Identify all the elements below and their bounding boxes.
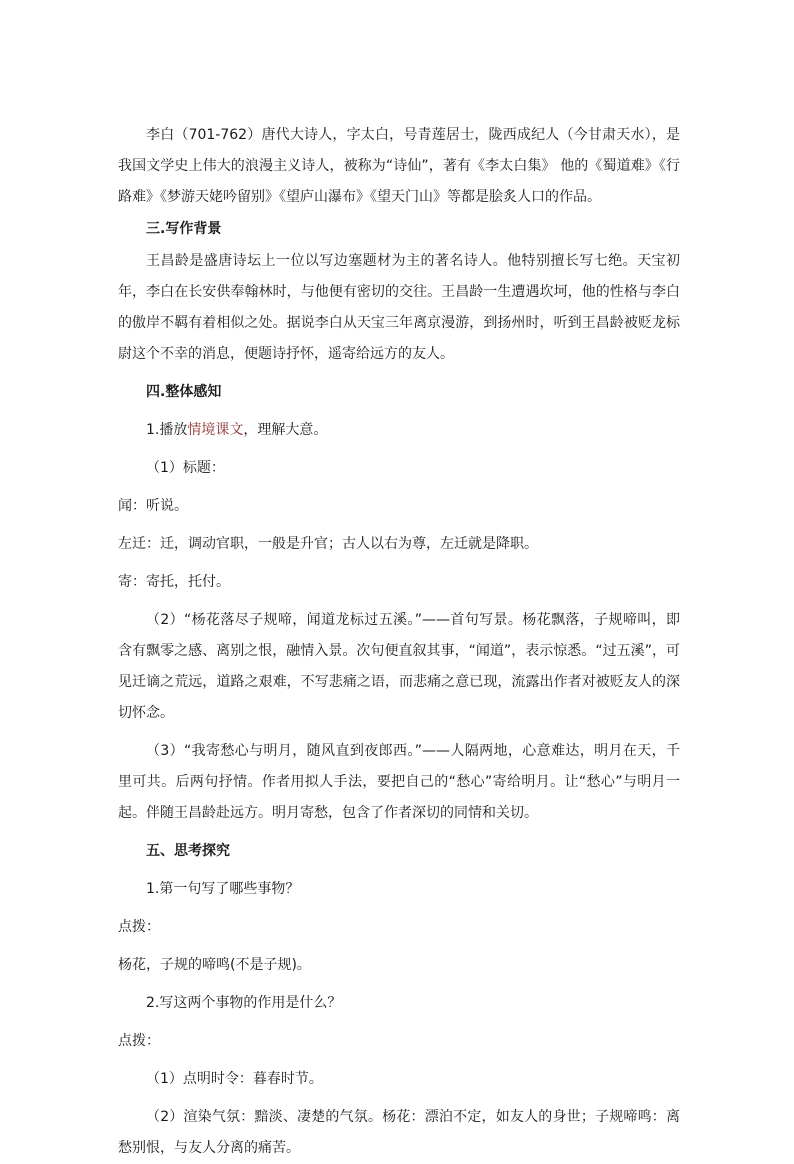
- highlight-link-text[interactable]: 情境课文: [187, 422, 244, 438]
- paragraph-ji: 寄：寄托，托付。: [118, 574, 230, 590]
- paragraph-line-one-two: （2）“杨花落尽子规啼，闻道龙标过五溪。”——首句写景。杨花飘落，子规啼叫，即含有飘零之感、离别之恨，融情入景。次句便直叙其事，“闻道”，表示惊悉。“过五溪”，可见迁谪之荒远，道路之艰难，不写悲痛之语，而悲痛之意已现，流露出作者对被贬友人的深切怀念。: [118, 612, 680, 721]
- paragraph-title-label: （1）标题：: [146, 460, 225, 476]
- paragraph-zuoqian: 左迁：迁，调动官职，一般是升官；古人以右为尊，左迁就是降职。: [118, 536, 538, 552]
- paragraph-li-bai-bio: 李白（701-762）唐代大诗人，字太白，号青莲居士，陇西成纪人（今甘肃天水），是我国文学史上伟大的浪漫主义诗人，被称为“诗仙”，著有《李太白集》 他的《蜀道难》《行路难》《梦游天姥吟留别》《望庐山瀑布》《望天门山》等都是脍炙人口的作品。: [118, 127, 680, 205]
- list-item-play-lesson: [118, 415, 680, 446]
- answer-one: 杨花，子规的啼鸣(不是子规)。: [118, 957, 311, 973]
- paragraph-background: 王昌龄是盛唐诗坛上一位以写边塞题材为主的著名诗人。他特别擅长写七绝。天宝初年，李白在长安供奉翰林时，与他便有密切的交往。王昌龄一生遭遇坎坷，他的性格与李白的傲岸不羁有着相似之处。据说李白从天宝三年离京漫游，到扬州时，听到王昌龄被贬龙标尉这个不幸的消息，便题诗抒怀，遥寄给远方的友人。: [118, 253, 680, 362]
- heading-overall-perception: 四.整体感知: [146, 384, 222, 400]
- document-body: [118, 120, 680, 1164]
- hint-label-two: 点拨：: [118, 1033, 160, 1049]
- heading-thinking-exploration: 五、思考探究: [146, 843, 230, 859]
- list-item-suffix: ，理解大意。: [243, 422, 328, 438]
- paragraph-line-three-four: （3）“我寄愁心与明月，随风直到夜郎西。”——人隔两地，心意难达，明月在天，千里可共。后两句抒情。作者用拟人手法，要把自己的“愁心”寄给明月。让“愁心”与明月一起。伴随王昌龄赴远方。明月寄愁，包含了作者深切的同情和关切。: [118, 743, 680, 821]
- paragraph-wen: 闻：听说。: [118, 498, 188, 514]
- answer-two-point-two: （2）渲染气氛：黯淡、凄楚的气氛。杨花：漂泊不定，如友人的身世；子规啼鸣：离愁别恨，与友人分离的痛苦。: [118, 1109, 680, 1156]
- question-one: 1.第一句写了哪些事物？: [146, 881, 300, 897]
- answer-two-point-one: （1）点明时令：暮春时节。: [146, 1071, 323, 1087]
- heading-writing-background: 三.写作背景: [146, 221, 222, 237]
- hint-label-one: 点拨：: [118, 919, 160, 935]
- question-two: 2.写这两个事物的作用是什么？: [146, 995, 342, 1011]
- list-item-prefix: 1.播放: [146, 422, 188, 438]
